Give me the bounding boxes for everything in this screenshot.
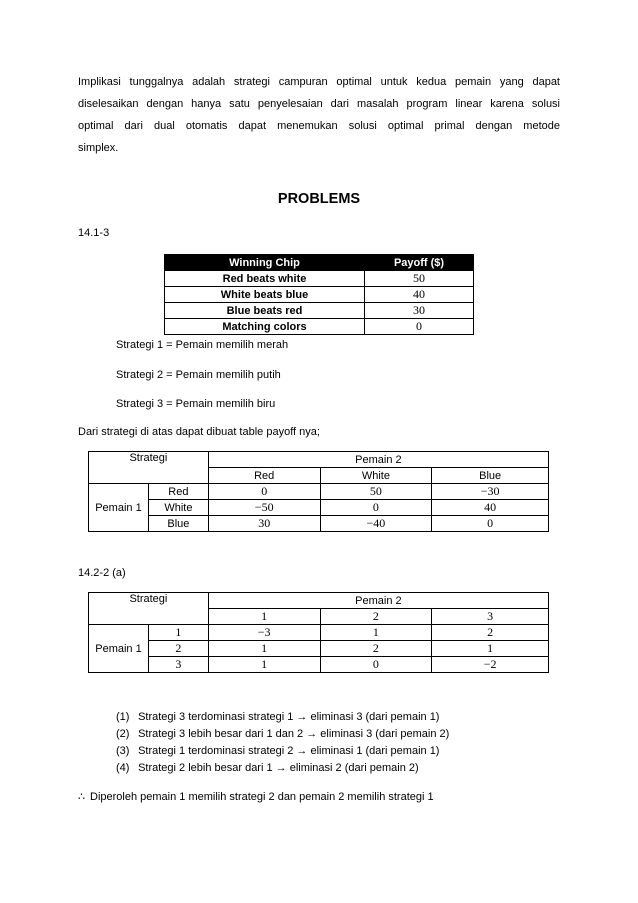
table-row: [89, 500, 549, 516]
column-header: White: [320, 468, 432, 484]
matrix-cell: −50: [208, 500, 320, 516]
payoff-table: [164, 254, 474, 335]
strategy-item: Strategi 1 = Pemain memilih merah: [116, 339, 289, 351]
matrix-intro-text: Dari strategi di atas dapat dibuat table payoff nya;: [78, 426, 320, 438]
table-row: [89, 641, 549, 657]
table-row: [89, 593, 549, 609]
step-number: (2): [116, 728, 130, 740]
strategy-item: Strategi 3 = Pemain memilih biru: [116, 398, 276, 410]
column-header: Winning Chip: [165, 255, 365, 271]
payoff-matrix: [88, 592, 549, 673]
table-row: [89, 484, 549, 500]
matrix-cell: −2: [432, 657, 549, 673]
column-header: Blue: [432, 468, 549, 484]
row-player-label: Pemain 1: [89, 625, 149, 673]
matrix-cell: 1: [320, 625, 432, 641]
column-header: 3: [432, 609, 549, 625]
strategy-item: Strategi 2 = Pemain memilih putih: [116, 369, 281, 381]
step-text: Strategi 3 lebih besar dari 1 dan 2 → eliminasi 3 (dari pemain 2): [138, 728, 450, 740]
step-number: (3): [116, 745, 130, 757]
row-header: Blue: [148, 516, 208, 532]
winning-chip-cell: Blue beats red: [165, 303, 365, 319]
list-item: [116, 762, 419, 774]
problem-label: 14.1-3: [78, 227, 110, 239]
table-header-row: [165, 255, 474, 271]
intro-paragraph: [78, 71, 560, 159]
matrix-cell: 40: [432, 500, 549, 516]
column-header: 1: [208, 609, 320, 625]
matrix-cell: 50: [320, 484, 432, 500]
intro-line: optimal dari dual otomatis dapat menemukan solusi optimal primal dengan metode: [78, 120, 560, 132]
matrix-cell: 0: [320, 657, 432, 673]
column-player-label: Pemain 2: [208, 593, 548, 609]
matrix-cell: 1: [208, 641, 320, 657]
table-row: [165, 271, 474, 287]
list-item: [116, 745, 439, 757]
row-header: White: [148, 500, 208, 516]
list-item: [116, 728, 449, 740]
payoff-cell: 30: [365, 303, 474, 319]
winning-chip-cell: Matching colors: [165, 319, 365, 335]
column-header: Payoff ($): [365, 255, 474, 271]
column-header: 2: [320, 609, 432, 625]
payoff-cell: 0: [365, 319, 474, 335]
matrix-cell: 1: [432, 641, 549, 657]
table-row: [89, 657, 549, 673]
matrix-cell: 2: [432, 625, 549, 641]
matrix-cell: −3: [208, 625, 320, 641]
column-header: Red: [208, 468, 320, 484]
table-row: [165, 303, 474, 319]
matrix-cell: 0: [208, 484, 320, 500]
list-item: [116, 711, 439, 723]
row-header: 1: [148, 625, 208, 641]
corner-label: Strategi: [89, 452, 209, 484]
winning-chip-cell: Red beats white: [165, 271, 365, 287]
table-row: [165, 287, 474, 303]
therefore-symbol: ∴: [78, 791, 85, 803]
payoff-matrix: [88, 451, 549, 532]
intro-line: Implikasi tunggalnya adalah strategi campuran optimal untuk kedua pemain yang dapat: [78, 76, 560, 88]
matrix-cell: 1: [208, 657, 320, 673]
matrix-cell: 30: [208, 516, 320, 532]
table-row: [89, 625, 549, 641]
intro-line: simplex.: [78, 142, 119, 154]
row-player-label: Pemain 1: [89, 484, 149, 532]
intro-line: diselesaikan dengan hanya satu penyelesaian dari masalah program linear karena solusi: [78, 98, 560, 110]
matrix-cell: −30: [432, 484, 549, 500]
step-number: (1): [116, 711, 130, 723]
row-header: 2: [148, 641, 208, 657]
table-row: [89, 516, 549, 532]
row-header: 3: [148, 657, 208, 673]
step-text: Strategi 3 terdominasi strategi 1 → eliminasi 3 (dari pemain 1): [138, 711, 440, 723]
table-row: [165, 319, 474, 335]
step-number: (4): [116, 762, 130, 774]
column-player-label: Pemain 2: [208, 452, 548, 468]
section-heading: PROBLEMS: [277, 191, 361, 207]
winning-chip-cell: White beats blue: [165, 287, 365, 303]
matrix-cell: 2: [320, 641, 432, 657]
problem-label: 14.2-2 (a): [78, 567, 126, 579]
step-text: Strategi 1 terdominasi strategi 2 → eliminasi 1 (dari pemain 1): [138, 745, 440, 757]
row-header: Red: [148, 484, 208, 500]
step-text: Strategi 2 lebih besar dari 1 → eliminasi 2 (dari pemain 2): [138, 762, 419, 774]
payoff-cell: 40: [365, 287, 474, 303]
corner-label: Strategi: [89, 593, 209, 625]
conclusion-text: Diperoleh pemain 1 memilih strategi 2 dan pemain 2 memilih strategi 1: [90, 791, 434, 803]
matrix-cell: 0: [432, 516, 549, 532]
payoff-cell: 50: [365, 271, 474, 287]
matrix-cell: −40: [320, 516, 432, 532]
matrix-cell: 0: [320, 500, 432, 516]
table-row: [89, 452, 549, 468]
conclusion: [78, 790, 434, 803]
